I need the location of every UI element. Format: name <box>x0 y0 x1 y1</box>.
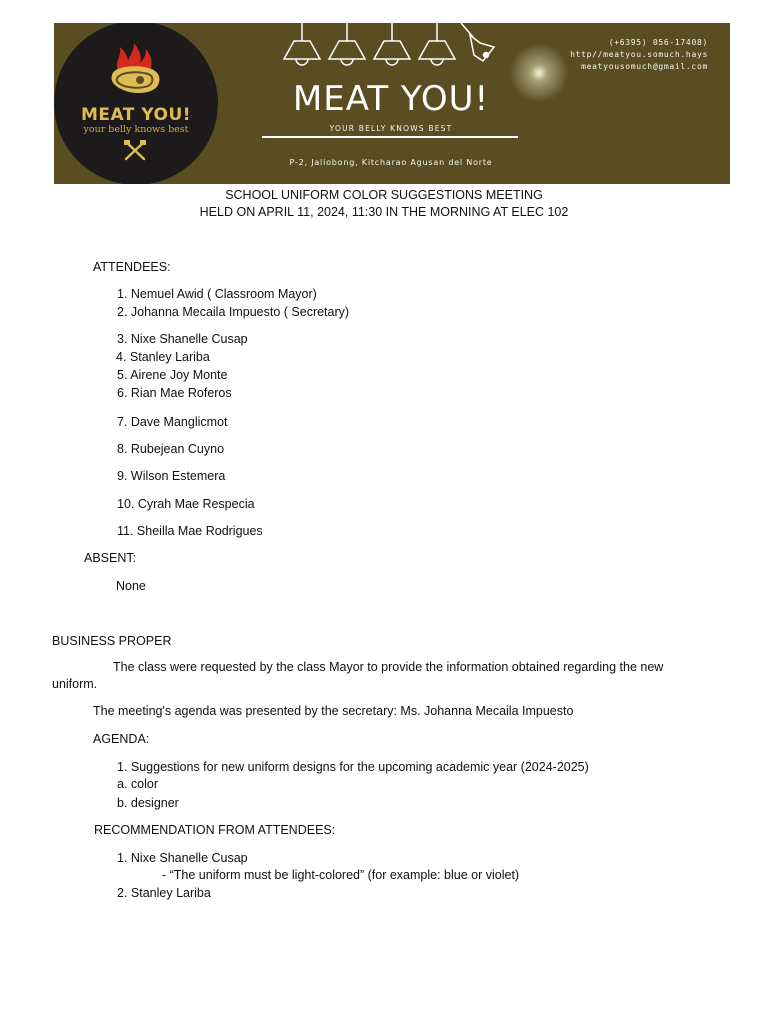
list-item: 4. Stanley Lariba <box>116 350 210 364</box>
brand-tagline: YOUR BELLY KNOWS BEST <box>329 124 453 133</box>
list-item: 11. Sheilla Mae Rodrigues <box>117 524 263 538</box>
list-item: 2. Stanley Lariba <box>117 886 211 900</box>
agenda-subitem: b. designer <box>117 796 179 810</box>
list-item: 1. Nixe Shanelle Cusap <box>117 851 248 865</box>
list-item: 7. Dave Manglicmot <box>117 415 228 429</box>
business-paragraph: The class were requested by the class Mayor to provide the information obtained regarding the new uniform. <box>52 660 664 691</box>
list-item: 2. Johanna Mecaila Impuesto ( Secretary) <box>117 305 350 319</box>
letterhead-banner <box>54 23 730 184</box>
brand-address: P-2, Jaliobong, Kitcharao Agusan del Norte <box>289 158 493 167</box>
hanging-lamp-icon <box>374 23 410 65</box>
hanging-lamp-icon <box>284 23 320 65</box>
contact-website[interactable]: http//meatyou.somuch.hays <box>570 50 708 59</box>
list-item: 9. Wilson Estemera <box>117 469 226 483</box>
brand-divider <box>262 136 518 138</box>
agenda-item: 1. Suggestions for new uniform designs for the upcoming academic year (2024-2025) <box>117 760 589 774</box>
absent-value: None <box>116 579 146 593</box>
meat-steak-icon <box>104 41 168 101</box>
crossed-utensils-icon <box>122 139 148 161</box>
list-item: 10. Cyrah Mae Respecia <box>117 497 255 511</box>
hanging-lamp-icon <box>329 23 365 65</box>
logo-tagline: your belly knows best <box>83 124 189 135</box>
list-item: 5. Airene Joy Monte <box>117 368 228 382</box>
recommendation-quote: - “The uniform must be light-colored” (for example: blue or violet) <box>162 868 520 882</box>
contact-block <box>570 37 708 73</box>
recommendation-heading: RECOMMENDATION FROM ATTENDEES: <box>94 823 336 837</box>
document-title-line1: SCHOOL UNIFORM COLOR SUGGESTIONS MEETING <box>225 188 543 202</box>
attendees-heading: ATTENDEES: <box>93 260 171 274</box>
business-heading: BUSINESS PROPER <box>52 634 172 648</box>
hanging-lamp-icon <box>461 23 494 61</box>
hanging-lamp-icon <box>419 23 455 65</box>
contact-phone: (+6395) 056-17408) <box>608 38 708 47</box>
agenda-subitem: a. color <box>117 777 158 791</box>
absent-heading: ABSENT: <box>84 551 137 565</box>
agenda-intro: The meeting's agenda was presented by the secretary: Ms. Johanna Mecaila Impuesto <box>93 704 574 718</box>
list-item: 8. Rubejean Cuyno <box>117 442 225 456</box>
list-item: 1. Nemuel Awid ( Classroom Mayor) <box>117 287 317 301</box>
agenda-heading: AGENDA: <box>93 732 150 746</box>
hanging-lamps <box>280 23 520 79</box>
logo-badge <box>54 23 218 184</box>
logo-title: MEAT YOU! <box>80 105 192 125</box>
brand-title: MEAT YOU! <box>292 79 490 119</box>
contact-email[interactable]: meatyousomuch@gmail.com <box>581 62 708 71</box>
list-item: 3. Nixe Shanelle Cusap <box>117 332 248 346</box>
document-title-line2: HELD ON APRIL 11, 2024, 11:30 IN THE MORNING AT ELEC 102 <box>199 205 569 219</box>
list-item: 6. Rian Mae Roferos <box>117 386 232 400</box>
